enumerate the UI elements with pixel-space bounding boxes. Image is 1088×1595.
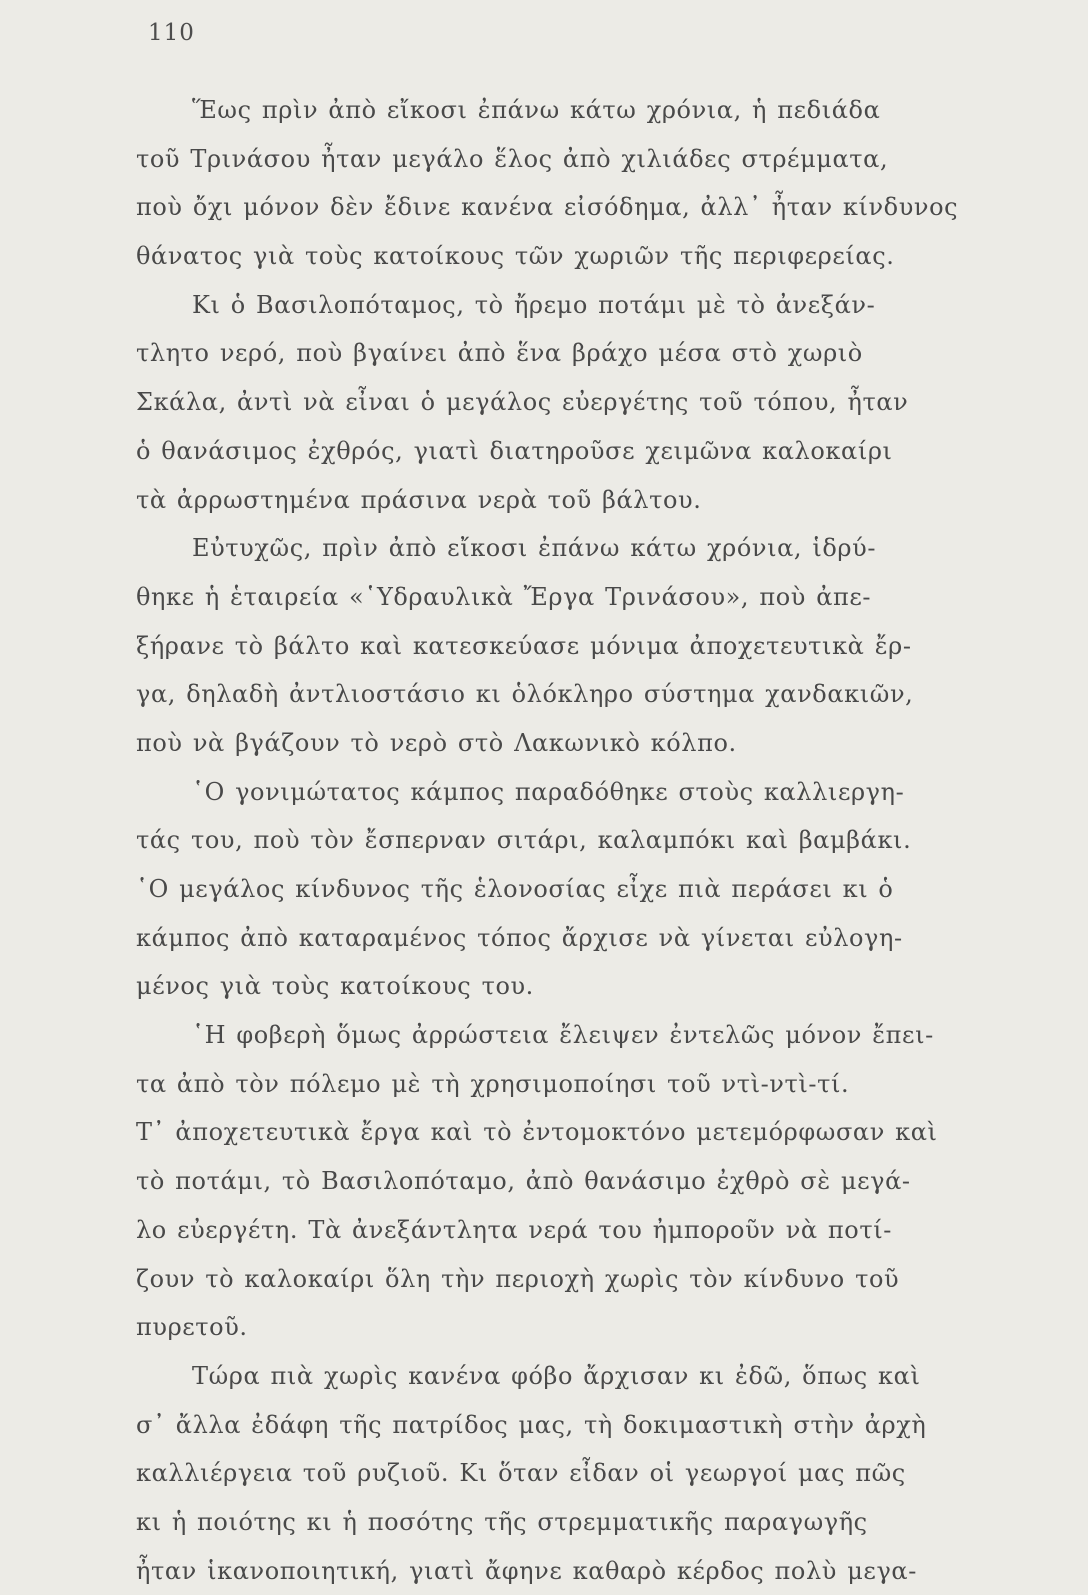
- text-line: ῾Ο γονιμώτατος κάμπος παραδόθηκε στοὺς καλλιεργη-: [192, 777, 905, 806]
- text-line: μένος γιὰ τοὺς κατοίκους του.: [136, 972, 534, 1001]
- text-line: τάς του, ποὺ τὸν ἔσπερναν σιτάρι, καλαμπόκι καὶ βαμβάκι.: [136, 826, 912, 855]
- text-line: ζουν τὸ καλοκαίρι ὅλη τὴν περιοχὴ χωρὶς τὸν κίνδυνο τοῦ: [136, 1264, 900, 1293]
- text-line: πυρετοῦ.: [136, 1313, 248, 1342]
- text-line: Τώρα πιὰ χωρὶς κανένα φόβο ἄρχισαν κι ἐδῶ, ὅπως καὶ: [192, 1361, 921, 1390]
- text-line: κάμπος ἀπὸ καταραμένος τόπος ἄρχισε νὰ γίνεται εὐλογη-: [136, 923, 903, 952]
- text-line: τὰ ἀρρωστημένα πράσινα νερὰ τοῦ βάλτου.: [136, 485, 702, 514]
- text-line: θάνατος γιὰ τοὺς κατοίκους τῶν χωριῶν τῆς περιφερείας.: [136, 242, 895, 271]
- text-line: ἦταν ἱκανοποιητική, γιατὶ ἄφηνε καθαρὸ κέρδος πολὺ μεγα-: [136, 1556, 917, 1585]
- text-line: κι ἡ ποιότης κι ἡ ποσότης τῆς στρεμματικῆς παραγωγῆς: [136, 1507, 868, 1536]
- text-line: Σκάλα, ἀντὶ νὰ εἶναι ὁ μεγάλος εὐεργέτης τοῦ τόπου, ἦταν: [136, 388, 909, 417]
- text-line: Κι ὁ Βασιλοπόταμος, τὸ ἤρεμο ποτάμι μὲ τὸ ἀνεξάν-: [192, 290, 876, 319]
- body-text: [136, 86, 984, 1595]
- text-line: σ᾽ ἄλλα ἐδάφη τῆς πατρίδος μας, τὴ δοκιμαστικὴ στὴν ἀρχὴ: [136, 1410, 927, 1439]
- text-line: καλλιέργεια τοῦ ρυζιοῦ. Κι ὅταν εἶδαν οἱ γεωργοί μας πῶς: [136, 1459, 906, 1488]
- text-line: ῾Η φοβερὴ ὅμως ἀρρώστεια ἔλειψεν ἐντελῶς μόνον ἔπει-: [192, 1021, 934, 1050]
- text-line: θηκε ἡ ἑταιρεία «῾Υδραυλικὰ Ἔργα Τρινάσου», ποὺ ἀπε-: [136, 582, 872, 611]
- text-line: γα, δηλαδὴ ἀντλιοστάσιο κι ὁλόκληρο σύστημα χανδακιῶν,: [136, 680, 914, 709]
- text-line: Ἕως πρὶν ἀπὸ εἴκοσι ἐπάνω κάτω χρόνια, ἡ πεδιάδα: [192, 96, 881, 124]
- text-line: Εὐτυχῶς, πρὶν ἀπὸ εἴκοσι ἐπάνω κάτω χρόνια, ἱδρύ-: [192, 534, 877, 563]
- text-line: Τ᾽ ἀποχετευτικὰ ἔργα καὶ τὸ ἐντομοκτόνο μετεμόρφωσαν καὶ: [136, 1118, 938, 1147]
- page-number: 110: [148, 20, 195, 46]
- text-line: τλητο νερό, ποὺ βγαίνει ἀπὸ ἕνα βράχο μέσα στὸ χωριὸ: [136, 339, 863, 368]
- text-line: τὸ ποτάμι, τὸ Βασιλοπόταμο, ἀπὸ θανάσιμο ἐχθρὸ σὲ μεγά-: [136, 1167, 911, 1196]
- text-line: τα ἀπὸ τὸν πόλεμο μὲ τὴ χρησιμοποίησι τοῦ ντὶ-ντὶ-τί.: [136, 1069, 850, 1098]
- text-line: ῾Ο μεγάλος κίνδυνος τῆς ἑλονοσίας εἶχε πιὰ περάσει κι ὁ: [136, 875, 894, 903]
- text-line: τοῦ Τρινάσου ἦταν μεγάλο ἕλος ἀπὸ χιλιάδες στρέμματα,: [136, 144, 889, 173]
- text-line: ξήρανε τὸ βάλτο καὶ κατεσκεύασε μόνιμα ἀποχετευτικὰ ἔρ-: [136, 631, 912, 660]
- text-line: ποὺ ὄχι μόνον δὲν ἔδινε κανένα εἰσόδημα, ἀλλ᾽ ἦταν κίνδυνος: [136, 193, 959, 222]
- text-line: λο εὐεργέτη. Τὰ ἀνεξάντλητα νερά του ἠμποροῦν νὰ ποτί-: [136, 1215, 892, 1244]
- text-line: ποὺ νὰ βγάζουν τὸ νερὸ στὸ Λακωνικὸ κόλπο.: [136, 728, 737, 757]
- text-line: ὁ θανάσιμος ἐχθρός, γιατὶ διατηροῦσε χειμῶνα καλοκαίρι: [136, 436, 893, 465]
